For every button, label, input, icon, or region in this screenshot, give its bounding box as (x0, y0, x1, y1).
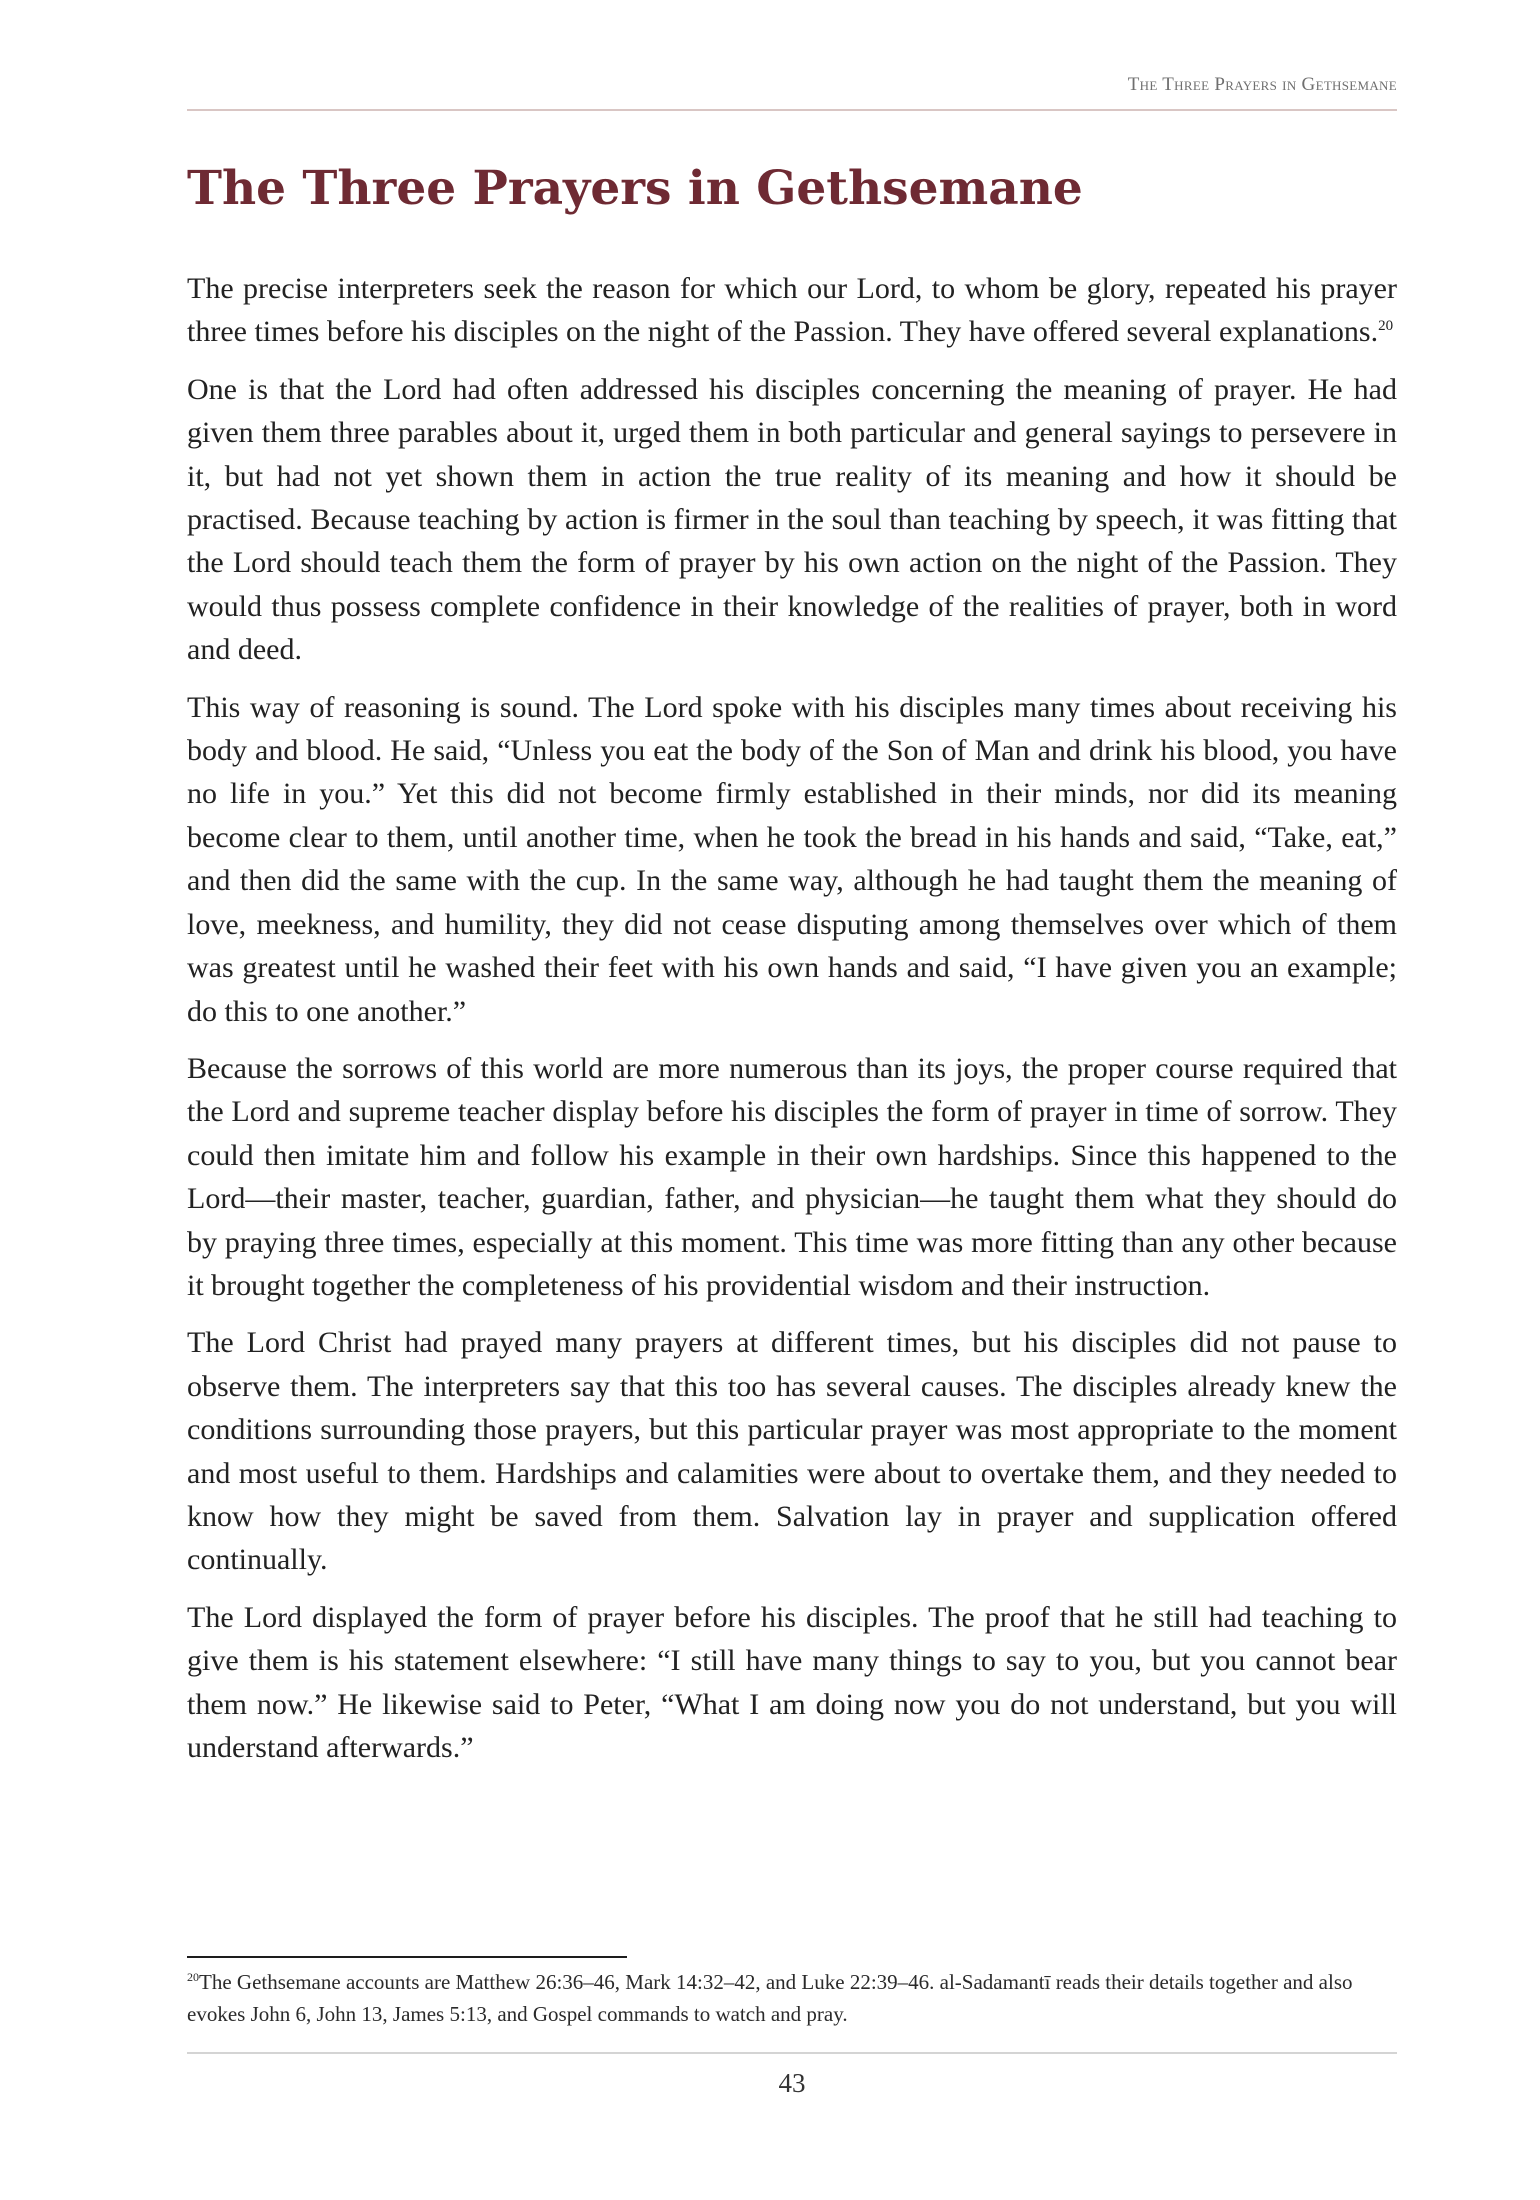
paragraph: This way of reasoning is sound. The Lord spoke with his disciples many times about receiving his body and blood. He said, “Unless you eat the body of the Son of Man and drink his blood, you have no life in you.” Yet this did not become firmly established in their minds, nor did its meaning become clear to them, until another time, when he took the bread in his hands and said, “Take, eat,” and then did the same with the cup. In the same way, although he had taught them the meaning of love, meekness, and humility, they did not cease disputing among themselves over which of them was greatest until he washed their feet with his own hands and said, “I have given you an example; do this to one another.” (187, 690, 1397, 1028)
page-title: The Three Prayers in Gethsemane (187, 161, 1083, 216)
paragraph: Because the sorrows of this world are more numerous than its joys, the proper course required that the Lord and supreme teacher display before his disciples the form of prayer in time of sorrow. They could then imitate him and follow his example in their own hardships. Since this happened to the Lord—their master, teacher, guardian, father, and physician—he taught them what they should do by praying three times, especially at this moment. This time was more fitting than any other because it brought together the completeness of his providential wisdom and their instruction. (187, 1051, 1397, 1302)
footnote-reference[interactable]: 20 (1378, 318, 1394, 335)
body-text (187, 267, 1397, 1783)
running-header: The Three Prayers in Gethsemane (1127, 74, 1397, 95)
footer-rule (187, 2052, 1397, 2054)
paragraph: One is that the Lord had often addressed his disciples concerning the meaning of prayer. He had given them three parables about it, urged them in both particular and general sayings to persevere in it, but had not yet shown them in action the true reality of its meaning and how it should be practised. Because teaching by action is firmer in the soul than teaching by speech, it was fitting that the Lord should teach them the form of prayer by his own action on the night of the Passion. They would thus possess complete confidence in their knowledge of the realities of prayer, both in word and deed. (187, 372, 1397, 667)
paragraph-text: The precise interpreters seek the reason for which our Lord, to whom be glory, repeated his prayer three times before his disciples on the night of the Passion. They have offered several explanations. (187, 272, 1397, 349)
footnote-text: The Gethsemane accounts are Matthew 26:36–46, Mark 14:32–42, and Luke 22:39–46. al-Sadamantī reads their details together and also evokes John 6, John 13, James 5:13, and Gospel commands to watch and pray. (187, 1970, 1353, 2026)
book-page (187, 0, 1397, 2200)
header-rule (187, 109, 1397, 111)
paragraph: The Lord displayed the form of prayer before his disciples. The proof that he still had teaching to give them is his statement elsewhere: “I still have many things to say to you, but you cannot bear them now.” He likewise said to Peter, “What I am doing now you do not understand, but you will understand afterwards.” (187, 1600, 1397, 1764)
page-number: 43 (778, 2068, 806, 2098)
paragraph: The Lord Christ had prayed many prayers at different times, but his disciples did not pause to observe them. The interpreters say that this too has several causes. The disciples already knew the conditions surrounding those prayers, but this particular prayer was most appropriate to the moment and most useful to them. Hardships and calamities were about to overtake them, and they needed to know how they might be saved from them. Salvation lay in prayer and supplication offered continually. (187, 1326, 1397, 1577)
footnote-separator (187, 1956, 627, 1958)
paragraph (187, 267, 1397, 354)
footnote-mark: 20 (187, 1970, 199, 1984)
footnote (187, 1966, 1397, 2030)
